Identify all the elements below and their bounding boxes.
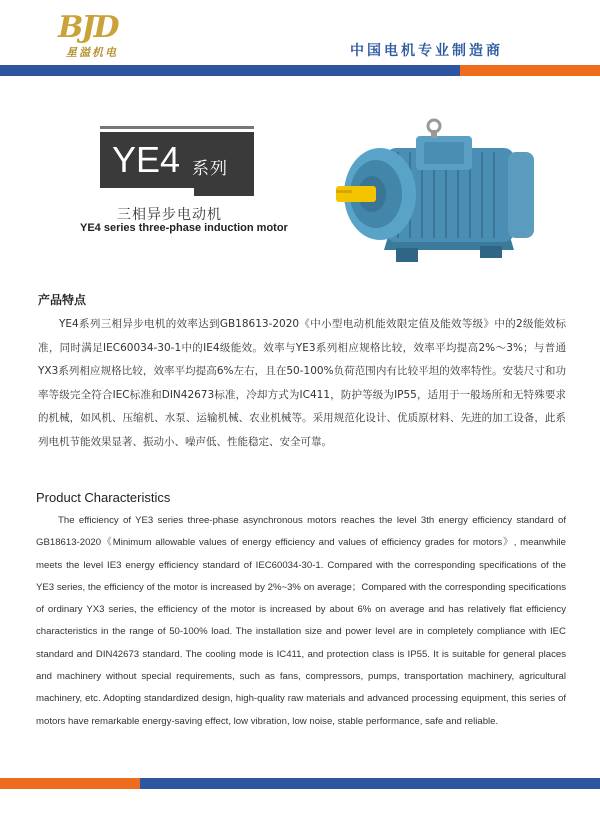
features-en-body: The efficiency of YE3 series three-phase asynchronous motors reaches the level 3th energy efficiency standard of GB18613-2020《Minimum allowable values of energy efficiency and values of efficiency grades for motors》, meanwhile meets the level IE3 energy efficiency standard of IEC60034-30-1. Compared with the corresponding specifications of the YE3 series, the efficiency of the motor is increased by 2%~3% on average；Compared with the corresponding specifications of ordinary YX3 series, the efficiency of the motor is increased by about 6% on average and has relatively flat efficiency characteristics in the range of 50-100% load. The installation size and power level are in completely compliance with IEC standard and DIN42673 standard. The cooling mode is IC411, and protection class is IP55. It is suitable for general places and machinery without special requirements, such as fans, compressors, pumps, transportation machinery, agricultural machinery, etc. Adopting standardized design, high-quality raw materials and advanced processing equipment, this series of motors have remarkable energy-saving effect, low vibration, low noise, stable performance, safe and reliable.	[36, 515, 566, 727]
product-model: YE4	[112, 139, 181, 180]
footer-bar-blue	[140, 778, 600, 789]
header-bar-orange	[460, 65, 600, 76]
header-bar-blue	[0, 65, 460, 76]
features-cn-body: YE4系列三相异步电机的效率达到GB18613-2020《中小型电动机能效限定值及能效等级》中的2级能效标准，同时满足IEC60034-30-1中的IE4级能效。效率与YE3系列相应规格比较，效率平均提高2%～3%；与普通YX3系列相应规格比较，效率平均提高6%左右，且在50-100%负荷范围内有比较平坦的效率特性。安装尺寸和功率等级完全符合IEC标准和DIN42673标准，冷却方式为IC411，防护等级为IP55，适用于一般场所和无特殊要求的机械，如风机、压缩机、水泵、运输机械、农业机械等。采用规范化设计、优质原材料、先进的加工设备，此系列电机节能效果显著、振动小、噪声低、性能稳定、安全可靠。	[38, 318, 566, 448]
product-name-en: YE4 series three-phase induction motor	[80, 222, 288, 234]
header-tagline: 中国电机专业制造商	[350, 43, 503, 59]
features-cn-heading: 产品特点	[38, 293, 87, 307]
footer-bar-orange	[0, 778, 140, 789]
product-title-block	[100, 132, 254, 188]
brand-logo	[58, 12, 132, 58]
product-name-cn: 三相异步电动机	[117, 207, 222, 223]
logo-text: 星溢机电	[66, 46, 118, 59]
logo-mark: BJD	[58, 10, 118, 45]
features-en-heading: Product Characteristics	[36, 490, 171, 505]
product-series-label: 系列	[192, 159, 228, 179]
motor-illustration	[312, 110, 552, 282]
